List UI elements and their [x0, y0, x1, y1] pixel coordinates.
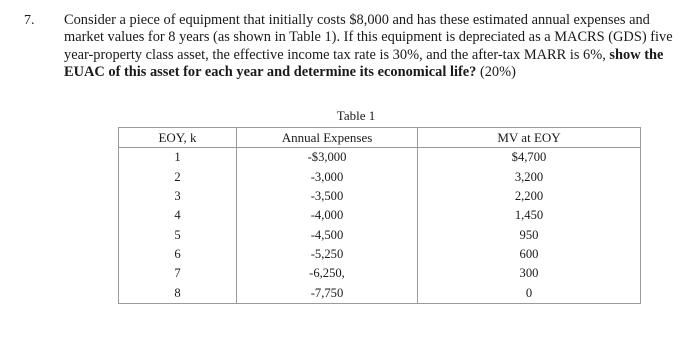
cell-annual-expense: -6,250,: [237, 264, 418, 283]
cell-annual-expense: -5,250: [237, 245, 418, 264]
cell-annual-expense: -4,000: [237, 206, 418, 225]
table-row: [119, 245, 641, 264]
cell-mv: 600: [418, 245, 641, 264]
cell-eoy: 3: [119, 187, 237, 206]
table-row: [119, 283, 641, 303]
cell-annual-expense: -4,500: [237, 225, 418, 244]
cell-eoy: 7: [119, 264, 237, 283]
question-text-part2: (20%): [476, 64, 516, 81]
cell-eoy: 4: [119, 206, 237, 225]
table-row: [119, 206, 641, 225]
cell-annual-expense: -7,750: [237, 283, 418, 303]
table-row: [119, 187, 641, 206]
cell-eoy: 1: [119, 148, 237, 168]
cell-mv: 0: [418, 283, 641, 303]
header-mv-at-eoy: MV at EOY: [418, 128, 641, 148]
cell-eoy: 8: [119, 283, 237, 303]
cell-eoy: 6: [119, 245, 237, 264]
cell-eoy: 2: [119, 168, 237, 187]
cell-mv: 300: [418, 264, 641, 283]
table-row: [119, 148, 641, 168]
table-row: [119, 264, 641, 283]
cell-mv: $4,700: [418, 148, 641, 168]
question-text: [64, 12, 682, 82]
cell-annual-expense: -3,500: [237, 187, 418, 206]
cell-mv: 3,200: [418, 168, 641, 187]
header-eoy: EOY, k: [119, 128, 237, 148]
table-row: [119, 225, 641, 244]
data-table: [118, 127, 641, 304]
cell-mv: 1,450: [418, 206, 641, 225]
cell-mv: 2,200: [418, 187, 641, 206]
table-caption: Table 1: [336, 108, 376, 123]
question-number: 7.: [24, 13, 35, 28]
cell-annual-expense: -3,000: [237, 168, 418, 187]
question-text-bold: show the EUAC of this asset for each year and determine its economical life?: [64, 46, 664, 81]
cell-mv: 950: [418, 225, 641, 244]
question-text-part1: Consider a piece of equipment that initially costs $8,000 and has these estimated annual expenses and market values for 8 years (as shown in Table 1). If this equipment is depreciated as a MACRS (GDS) five year-property class asset, the effective income tax rate is 30%, and the after-tax MARR is 6%,: [64, 12, 673, 63]
cell-eoy: 5: [119, 225, 237, 244]
cell-annual-expense: -$3,000: [237, 148, 418, 168]
table-header-row: [119, 128, 641, 148]
header-annual-expenses: Annual Expenses: [237, 128, 418, 148]
table-row: [119, 168, 641, 187]
